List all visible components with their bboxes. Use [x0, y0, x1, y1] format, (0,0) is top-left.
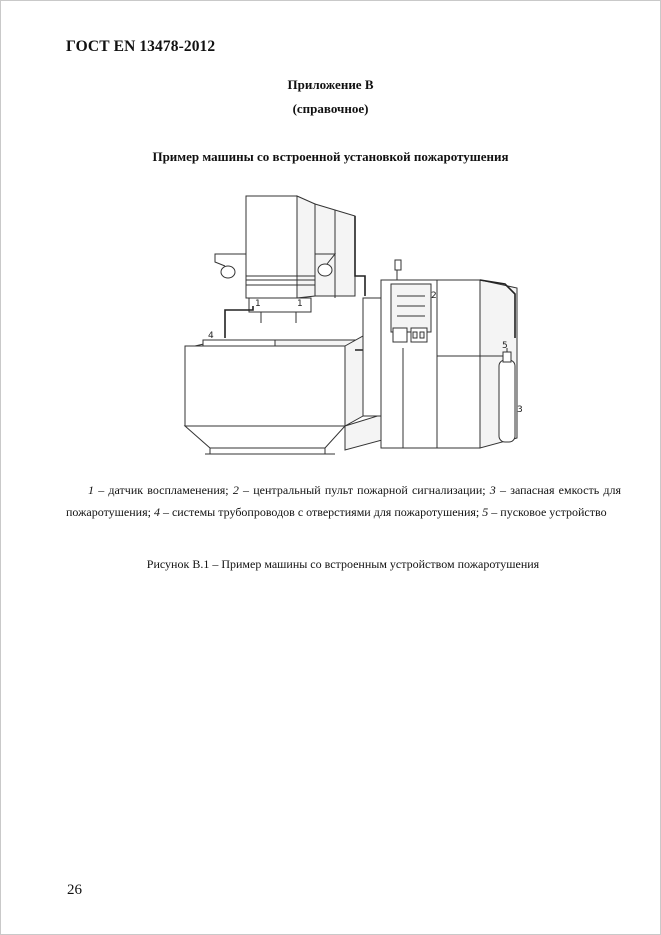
legend-num-4: 4 [153, 505, 160, 519]
legend-text-2: – центральный пульт пожарной сигнализации; [238, 483, 490, 497]
work-table [185, 336, 363, 454]
figure-legend [66, 479, 621, 523]
callout-5: 5 [502, 341, 508, 351]
callout-1b: 1 [297, 299, 303, 309]
legend-num-2: 2 [232, 483, 239, 497]
legend-num-5: 5 [482, 505, 489, 519]
control-cabinet [381, 260, 437, 448]
pipe-column [355, 216, 365, 296]
page-number: 26 [67, 882, 82, 898]
machine-drawing [175, 188, 535, 460]
figure-caption: Рисунок В.1 – Пример машины со встроенным устройством пожаротушения [146, 557, 540, 571]
annex-title: Приложение В [287, 77, 374, 92]
gas-cylinder [499, 348, 515, 442]
annex-subtitle: (справочное) [292, 101, 369, 116]
callout-1a: 1 [255, 299, 261, 309]
legend-text-1: – датчик воспламенения; [94, 483, 233, 497]
legend-text-3: – запасная емкость для пожаротушения; [66, 483, 621, 519]
legend-num-1: 1 [88, 483, 94, 497]
callout-4: 4 [208, 331, 214, 341]
legend-text-4: – системы трубопроводов с отверстиями для пожаротушения; [159, 505, 483, 519]
pipe-table [225, 306, 253, 338]
legend-num-3: 3 [489, 483, 496, 497]
callout-2: 2 [431, 291, 437, 301]
legend-text-5: – пусковое устройство [488, 505, 607, 519]
section-heading: Пример машины со встроенной установкой пожаротушения [152, 149, 509, 164]
callout-3: 3 [517, 405, 523, 415]
standard-code: ГОСТ EN 13478-2012 [66, 38, 216, 55]
